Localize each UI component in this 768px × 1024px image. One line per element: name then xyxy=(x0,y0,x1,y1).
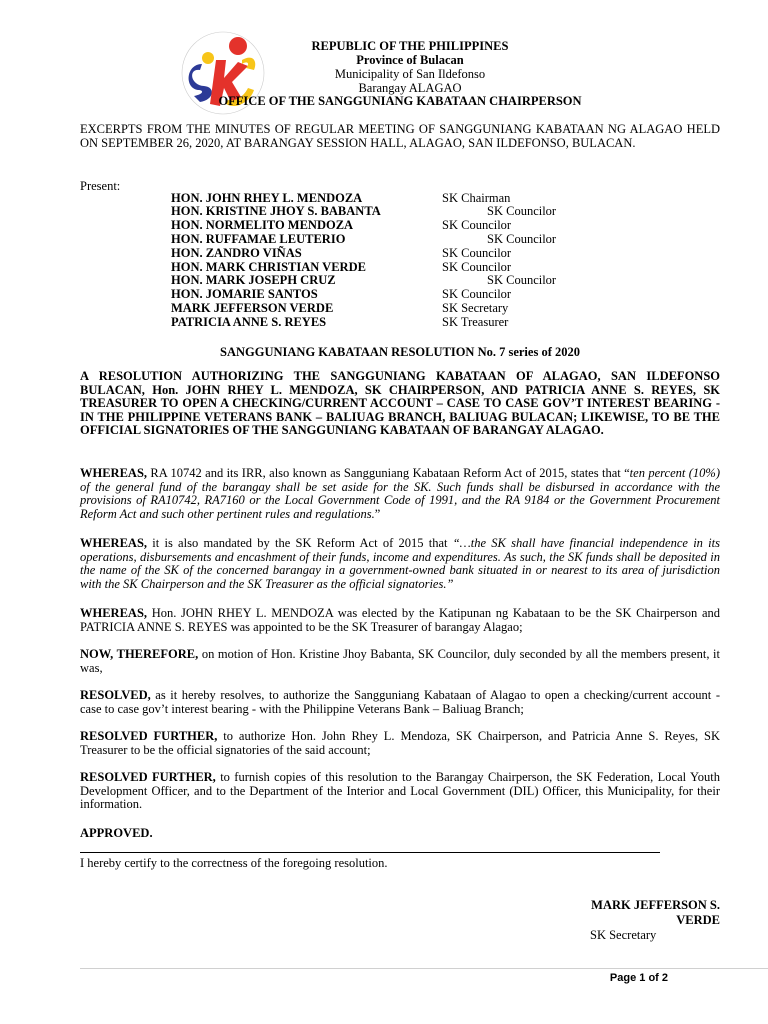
paragraph-text: to furnish copies of this resolution to the Barangay Chairperson, the SK Federation, Local Youth Development Officer, and to the Department of the Interior and Local Government (DIL) Officer, this Municipality, for their information. xyxy=(80,770,721,811)
attendee-name: MARK JEFFERSON VERDE xyxy=(171,301,334,315)
attendee-row xyxy=(171,219,591,233)
attendee-name: HON. KRISTINE JHOY S. BABANTA xyxy=(171,204,381,218)
attendee-name: HON. MARK CHRISTIAN VERDE xyxy=(171,260,366,274)
paragraph-text: Hon. JOHN RHEY L. MENDOZA was elected by the Katipunan ng Kabataan to be the SK Chairperson and PATRICIA ANNE S. REYES was appointed to be the SK Treasurer of barangay Alagao; xyxy=(80,606,720,634)
resolved-further-paragraph-1 xyxy=(80,730,720,757)
attendee-position: SK Councilor xyxy=(442,218,512,232)
header-municipality: Municipality of San Ildefonso xyxy=(334,67,486,81)
attendee-name: HON. NORMELITO MENDOZA xyxy=(171,218,354,232)
paragraph-lead: RESOLVED, xyxy=(80,688,151,702)
attendee-position: SK Councilor xyxy=(442,246,512,260)
paragraph-quote-close: ” xyxy=(374,506,381,521)
header-republic: REPUBLIC OF THE PHILIPPINES xyxy=(311,39,509,53)
resolution-heading: A RESOLUTION AUTHORIZING THE SANGGUNIANG KABATAAN OF ALAGAO, SAN ILDEFONSO BULACAN, Hon. JOHN RHEY L. MENDOZA, SK CHAIRPERSON, AND PATRICIA ANNE S. REYES, SK TREASURER TO OPEN A CHECKING/CURRENT ACCOUNT – CASE TO CASE GOV’T INTEREST BEARING - IN THE PHILIPPINE VETERANS BANK – BALIUAG BRANCH, BALIUAG BULACAN; LIKEWISE, TO BE THE OFFICIAL SIGNATORIES OF THE SANGGUNIANG KABATAAN OF BARANGAY ALAGAO. xyxy=(80,369,720,438)
attendee-row xyxy=(171,233,591,247)
signatory-role: SK Secretary xyxy=(590,928,657,942)
whereas-paragraph-2 xyxy=(80,537,720,591)
certification-text: I hereby certify to the correctness of the foregoing resolution. xyxy=(80,856,388,870)
paragraph-text: to authorize Hon. John Rhey L. Mendoza, SK Chairperson, and Patricia Anne S. Reyes, SK Treasurer to be the official signatories of the said account; xyxy=(80,729,720,757)
attendee-position: SK Secretary xyxy=(442,301,509,315)
whereas-paragraph-1 xyxy=(80,467,720,521)
excerpt-paragraph: EXCERPTS FROM THE MINUTES OF REGULAR MEETING OF SANGGUNIANG KABATAAN NG ALAGAO HELD ON SEPTEMBER 26, 2020, AT BARANGAY SESSION HALL, ALAGAO, SAN ILDEFONSO, BULACAN. xyxy=(80,122,720,150)
footer-divider xyxy=(80,968,768,969)
paragraph-text: as it hereby resolves, to authorize the Sangguniang Kabataan of Alagao to open a checking/current account - case to case gov’t interest bearing - with the Philippine Veterans Bank – Baliuag Branch; xyxy=(80,688,720,716)
whereas-paragraph-3 xyxy=(80,607,720,634)
paragraph-lead: WHEREAS, xyxy=(80,466,148,480)
attendee-name: HON. ZANDRO VIÑAS xyxy=(171,246,302,260)
paragraph-quote: “…the SK shall have financial independence in its operations, disbursements and encashment of their funds, income and expenditures. As such, the SK funds shall be deposited in the name of the SK of the concerned barangay in a government-owned bank situated in or nearest to its area of jurisdiction with the SK Chairperson and the SK Treasurer as the official signatories.” xyxy=(80,536,720,591)
paragraph-lead: WHEREAS, xyxy=(80,536,148,550)
attendee-position: SK Councilor xyxy=(487,273,557,287)
attendee-row xyxy=(171,247,591,261)
attendee-position: SK Councilor xyxy=(487,204,557,218)
header-barangay: Barangay ALAGAO xyxy=(358,81,462,95)
signatory-name-line-1: MARK JEFFERSON S. xyxy=(591,898,720,912)
divider-line xyxy=(80,852,660,853)
present-label: Present: xyxy=(80,179,121,193)
attendee-row xyxy=(171,288,591,302)
paragraph-quote: ten percent (10%) of the general fund of the barangay shall be set aside for the SK. Such funds shall be disbursed in accordance with the provisions of RA10742, RA7160 or the Local Government Code of 1991, and the RA 9184 or the Government Procurement Reform Act and such other pertinent rules and regulations. xyxy=(80,466,720,521)
paragraph-lead: RESOLVED FURTHER, xyxy=(80,729,218,743)
attendee-position: SK Councilor xyxy=(442,287,512,301)
page-number: Page 1 of 2 xyxy=(609,972,668,984)
resolved-paragraph xyxy=(80,689,720,716)
attendee-name: PATRICIA ANNE S. REYES xyxy=(171,315,327,329)
attendee-row xyxy=(171,316,591,330)
header-province: Province of Bulacan xyxy=(356,53,464,67)
attendee-name: HON. RUFFAMAE LEUTERIO xyxy=(171,232,346,246)
attendee-name: HON. MARK JOSEPH CRUZ xyxy=(171,273,336,287)
now-therefore-paragraph xyxy=(80,648,720,675)
signatory-name xyxy=(570,898,720,928)
attendee-row xyxy=(171,302,591,316)
approved-label: APPROVED. xyxy=(80,826,153,840)
paragraph-text: it is also mandated by the SK Reform Act of 2015 that xyxy=(147,536,453,550)
paragraph-lead: RESOLVED FURTHER, xyxy=(80,770,216,784)
paragraph-text: on motion of Hon. Kristine Jhoy Babanta, SK Councilor, duly seconded by all the members present, it was, xyxy=(80,647,720,675)
attendee-position: SK Councilor xyxy=(442,260,512,274)
paragraph-text: RA 10742 and its IRR, also known as Sangguniang Kabataan Reform Act of 2015, states that “ xyxy=(147,466,630,480)
resolution-title: SANGGUNIANG KABATAAN RESOLUTION No. 7 series of 2020 xyxy=(220,345,580,359)
attendee-position: SK Chairman xyxy=(442,191,511,205)
attendee-position: SK Councilor xyxy=(487,232,557,246)
attendee-name: HON. JOMARIE SANTOS xyxy=(171,287,318,301)
attendee-name: HON. JOHN RHEY L. MENDOZA xyxy=(171,191,363,205)
paragraph-lead: NOW, THEREFORE, xyxy=(80,647,199,661)
resolved-further-paragraph-2 xyxy=(80,771,720,812)
paragraph-lead: WHEREAS, xyxy=(80,606,148,620)
signatory-name-line-2: VERDE xyxy=(676,913,720,927)
attendee-position: SK Treasurer xyxy=(442,315,509,329)
attendee-row xyxy=(171,274,591,288)
attendee-row xyxy=(171,205,591,219)
header-office: OFFICE OF THE SANGGUNIANG KABATAAN CHAIRPERSON xyxy=(218,94,582,108)
